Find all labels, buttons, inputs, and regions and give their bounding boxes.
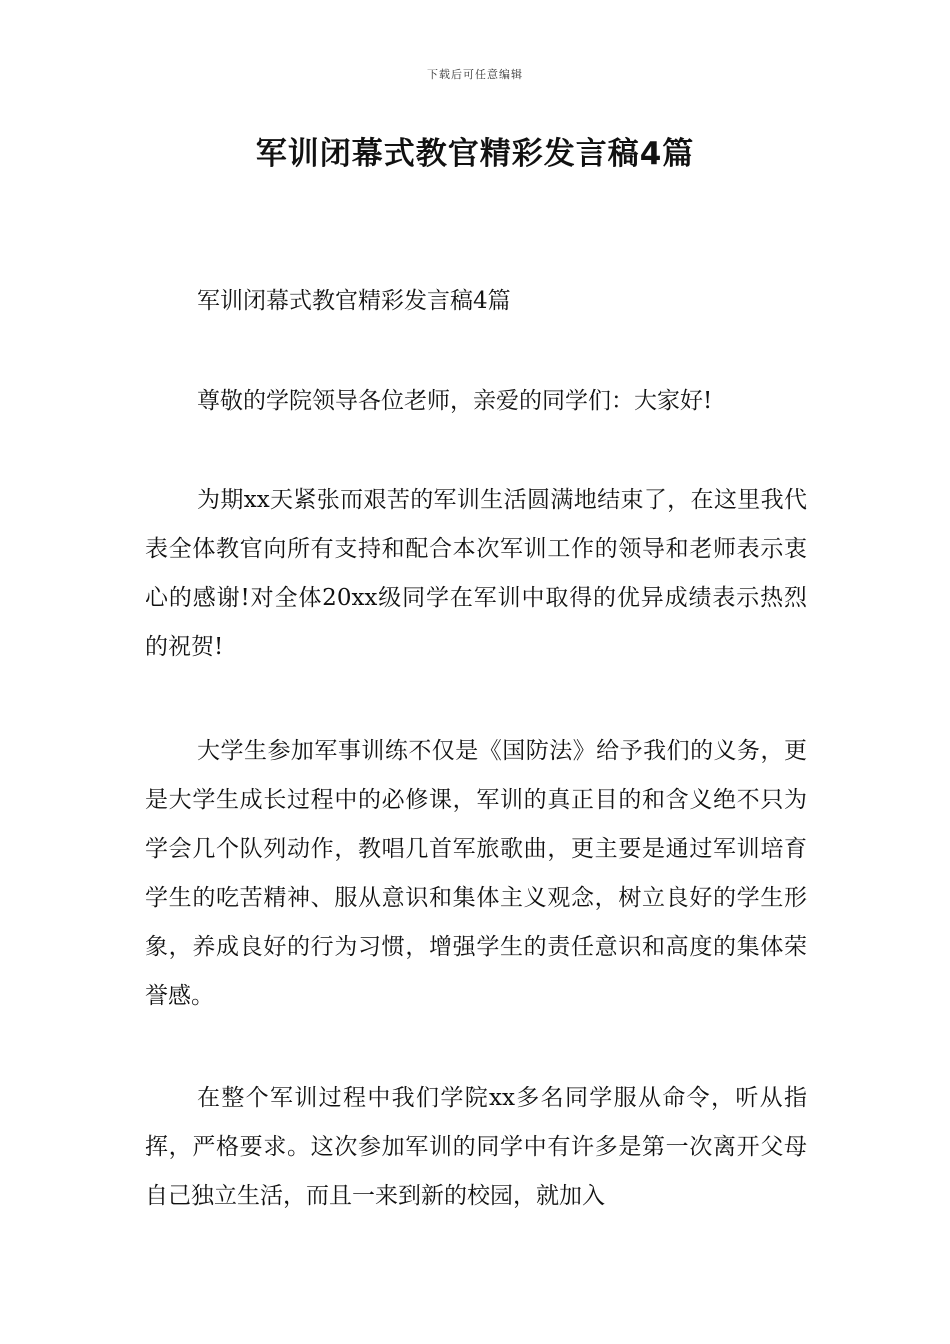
paragraph-3: 在整个军训过程中我们学院xx多名同学服从命令，听从指挥，严格要求。这次参加军训的同学中有许多是第一次离开父母自己独立生活，而且一来到新的校园，就加入: [145, 1085, 807, 1209]
paragraph-1: 为期xx天紧张而艰苦的军训生活圆满地结束了，在这里我代表全体教官向所有支持和配合本次军训工作的领导和老师表示衷心的感谢!对全体20xx级同学在军训中取得的优异成绩表示热烈的祝贺!: [145, 487, 807, 660]
page-title: 军训闭幕式教官精彩发言稿4篇: [255, 136, 695, 172]
subtitle: 军训闭幕式教官精彩发言稿4篇: [197, 288, 511, 314]
greeting: 尊敬的学院领导各位老师，亲爱的同学们：大家好!: [197, 388, 713, 414]
paragraph-2: 大学生参加军事训练不仅是《国防法》给予我们的义务，更是大学生成长过程中的必修课，军训的真正目的和含义绝不只为学会几个队列动作，教唱几首军旅歌曲，更主要是通过军训培育学生的吃苦精神、服从意识和集体主义观念，树立良好的学生形象，养成良好的行为习惯，增强学生的责任意识和高度的集体荣誉感。: [145, 738, 807, 1009]
header-note: 下载后可任意编辑: [427, 68, 523, 81]
